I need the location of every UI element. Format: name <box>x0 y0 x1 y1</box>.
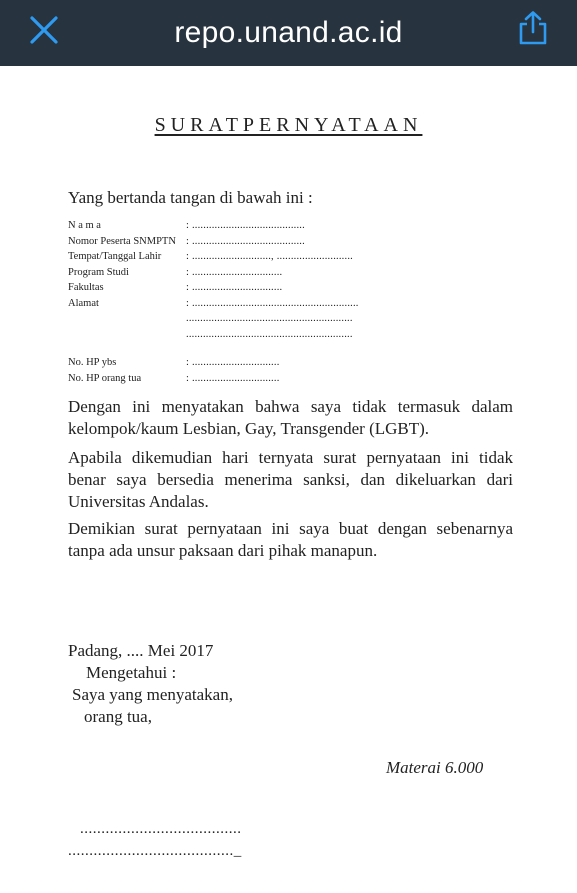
field-label: Nomor Peserta SNMPTN <box>68 235 176 247</box>
declarant-label: Saya yang menyatakan, <box>72 685 233 704</box>
signature-line-parent: ...................................... <box>80 821 242 837</box>
browser-top-bar <box>0 0 577 66</box>
field-blank: ........................................................... <box>186 313 353 324</box>
share-icon <box>515 10 551 46</box>
field-blank: : ................................ <box>186 266 283 278</box>
form-row-tempat-tanggal-lahir <box>68 249 359 265</box>
parent-label: orang tua, <box>84 707 152 726</box>
field-label: No. HP ybs <box>68 357 117 368</box>
field-label: Alamat <box>68 297 99 309</box>
field-label: Fakultas <box>68 282 104 293</box>
field-blank: ........................................................... <box>186 328 353 340</box>
close-button[interactable] <box>26 12 62 48</box>
form-row-fakultas <box>68 280 359 296</box>
materai-stamp-label: Materai 6.000 <box>386 758 484 777</box>
mengetahui-label: Mengetahui : <box>86 663 177 682</box>
form-row-alamat-3 <box>68 327 359 343</box>
intro-text: Yang bertanda tangan di bawah ini : <box>68 188 313 207</box>
place-date: Padang, .... Mei 2017 <box>68 641 214 660</box>
document-page[interactable] <box>0 66 577 893</box>
identity-form <box>68 218 359 386</box>
share-button[interactable] <box>513 8 553 48</box>
field-label: Program Studi <box>68 266 129 278</box>
field-label: N a m a <box>68 220 101 231</box>
form-row-nomor-peserta <box>68 234 359 250</box>
field-blank: : ................................ <box>186 282 283 293</box>
field-blank: : ............................, ........................... <box>186 251 353 262</box>
field-label: No. HP orang tua <box>68 372 142 384</box>
form-row-alamat <box>68 296 359 312</box>
field-label <box>68 311 186 327</box>
page-url-title: repo.unand.ac.id <box>174 16 403 49</box>
form-row-hp-orang-tua <box>68 371 359 387</box>
field-label: Tempat/Tanggal Lahir <box>68 251 162 262</box>
signature-line-declarant: ......................................._ <box>68 843 242 859</box>
form-row-nama <box>68 218 359 234</box>
form-row-program-studi <box>68 265 359 281</box>
field-blank: : ........................................................... <box>186 297 359 309</box>
sanction-paragraph: Apabila dikemudian hari ternyata surat pernyataan ini tidak benar saya bersedia menerima sanksi, dan dikeluarkan dari Universitas Andalas. <box>68 448 513 511</box>
field-blank: : ............................... <box>186 372 280 384</box>
field-blank: : ........................................ <box>186 235 305 247</box>
close-icon <box>29 15 59 45</box>
form-row-hp-ybs <box>68 355 359 371</box>
document-title: SURATPERNYATAAN <box>154 114 423 136</box>
field-label <box>68 327 186 343</box>
field-blank: : ............................... <box>186 357 280 368</box>
form-row-alamat-2 <box>68 311 359 327</box>
closing-paragraph: Demikian surat pernyataan ini saya buat dengan sebenarnya tanpa ada unsur paksaan dari pihak manapun. <box>68 519 513 560</box>
field-blank: : ........................................ <box>186 220 305 231</box>
statement-paragraph: Dengan ini menyatakan bahwa saya tidak termasuk dalam kelompok/kaum Lesbian, Gay, Transgender (LGBT). <box>68 397 513 438</box>
